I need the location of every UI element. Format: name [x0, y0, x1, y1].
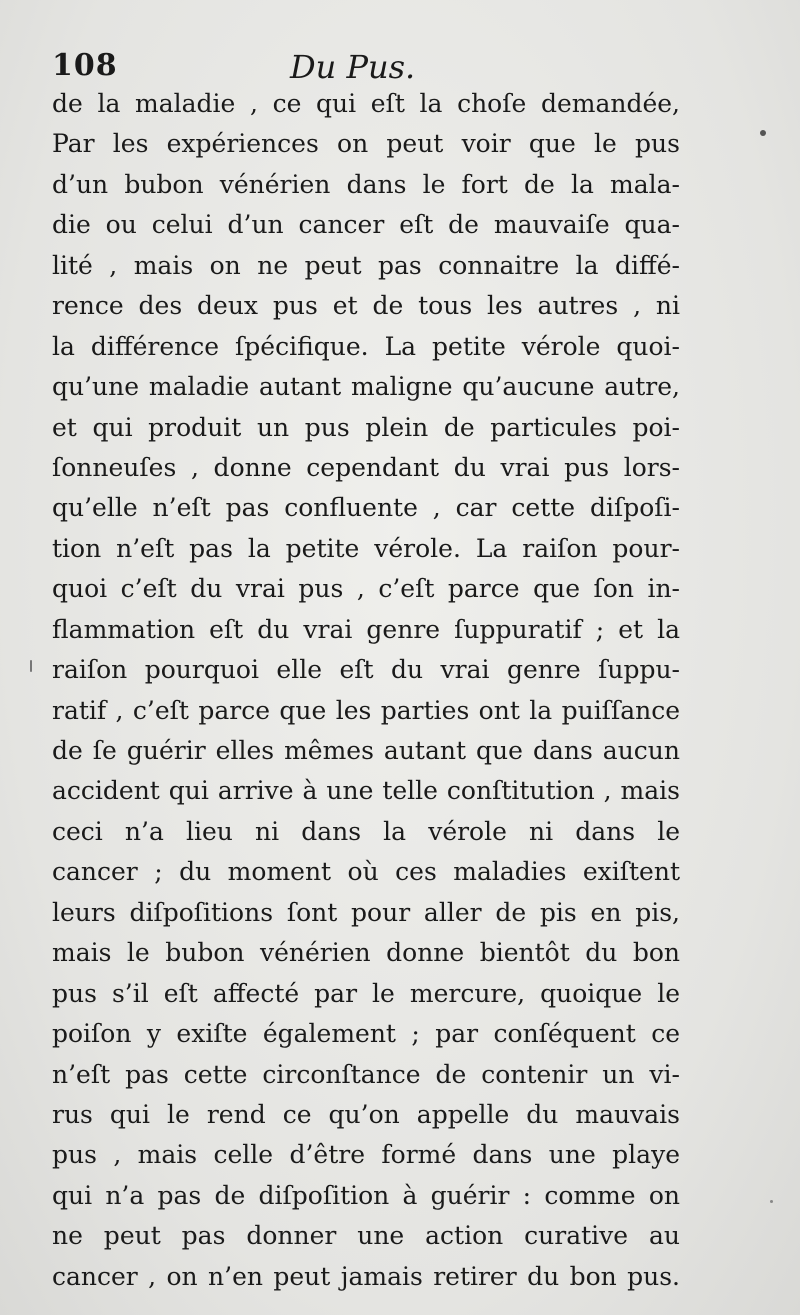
- body-text: [52, 84, 680, 1297]
- text-line: flammation eſt du vrai genre ſuppuratif ; et la: [52, 614, 680, 644]
- text-line: pus , mais celle d’être formé dans une playe: [52, 1140, 680, 1170]
- text-line: lité , mais on ne peut pas connaitre la diffé-: [52, 250, 680, 280]
- text-line: cancer ; du moment où ces maladies exiſtent: [52, 857, 680, 887]
- text-line: pus s’il eſt affecté par le mercure, quoique le: [52, 978, 680, 1008]
- text-line: la différence ſpécifique. La petite vérole quoi-: [52, 331, 680, 361]
- text-line: rence des deux pus et de tous les autres , ni: [52, 291, 680, 321]
- page-header: [40, 48, 740, 88]
- text-line: ratif , c’eſt parce que les parties ont la puiſſance: [52, 695, 680, 725]
- running-title: Du Pus.: [290, 48, 416, 86]
- text-line: Par les expériences on peut voir que le pus: [52, 129, 680, 159]
- text-line: de ſe guérir elles mêmes autant que dans aucun: [52, 736, 680, 765]
- page-number: 108: [52, 48, 118, 83]
- text-line: leurs diſpoſitions ſont pour aller de pis en pis,: [52, 897, 680, 927]
- text-line: ceci n’a lieu ni dans la vérole ni dans le: [52, 816, 680, 846]
- text-line: tion n’eſt pas la petite vérole. La raiſon pour-: [52, 533, 680, 563]
- text-line: quoi c’eſt du vrai pus , c’eſt parce que ſon in-: [52, 574, 680, 604]
- text-line: raiſon pourquoi elle eſt du vrai genre ſuppu-: [52, 655, 680, 685]
- text-line: qui n’a pas de diſpoſition à guérir : comme on: [52, 1180, 680, 1210]
- text-line: qu’elle n’eſt pas confluente , car cette diſpoſi-: [52, 493, 680, 523]
- text-line: ne peut pas donner une action curative au: [52, 1221, 680, 1251]
- text-line: mais le bubon vénérien donne bientôt du bon: [52, 938, 680, 968]
- text-line: d’un bubon vénérien dans le fort de la mala-: [52, 169, 680, 199]
- paper-speck: [770, 1200, 773, 1203]
- text-line: et qui produit un pus plein de particules poi-: [52, 412, 680, 442]
- text-line: die ou celui d’un cancer eſt de mauvaiſe qua-: [52, 210, 680, 240]
- text-line: de la maladie , ce qui eſt la choſe demandée,: [52, 89, 680, 118]
- text-line: qu’une maladie autant maligne qu’aucune autre,: [52, 372, 680, 402]
- paper-speck: [30, 660, 32, 672]
- text-line: ſonneuſes , donne cependant du vrai pus lors-: [52, 452, 680, 482]
- paper-speck: [760, 130, 766, 136]
- text-line: n’eſt pas cette circonſtance de contenir un vi-: [52, 1059, 680, 1089]
- text-line: poiſon y exiſte également ; par conſéquent ce: [52, 1019, 680, 1049]
- text-line: rus qui le rend ce qu’on appelle du mauvais: [52, 1099, 680, 1129]
- text-line: accident qui arrive à une telle conſtitution , mais: [52, 776, 680, 806]
- text-line: cancer , on n’en peut jamais retirer du bon pus.: [52, 1261, 680, 1291]
